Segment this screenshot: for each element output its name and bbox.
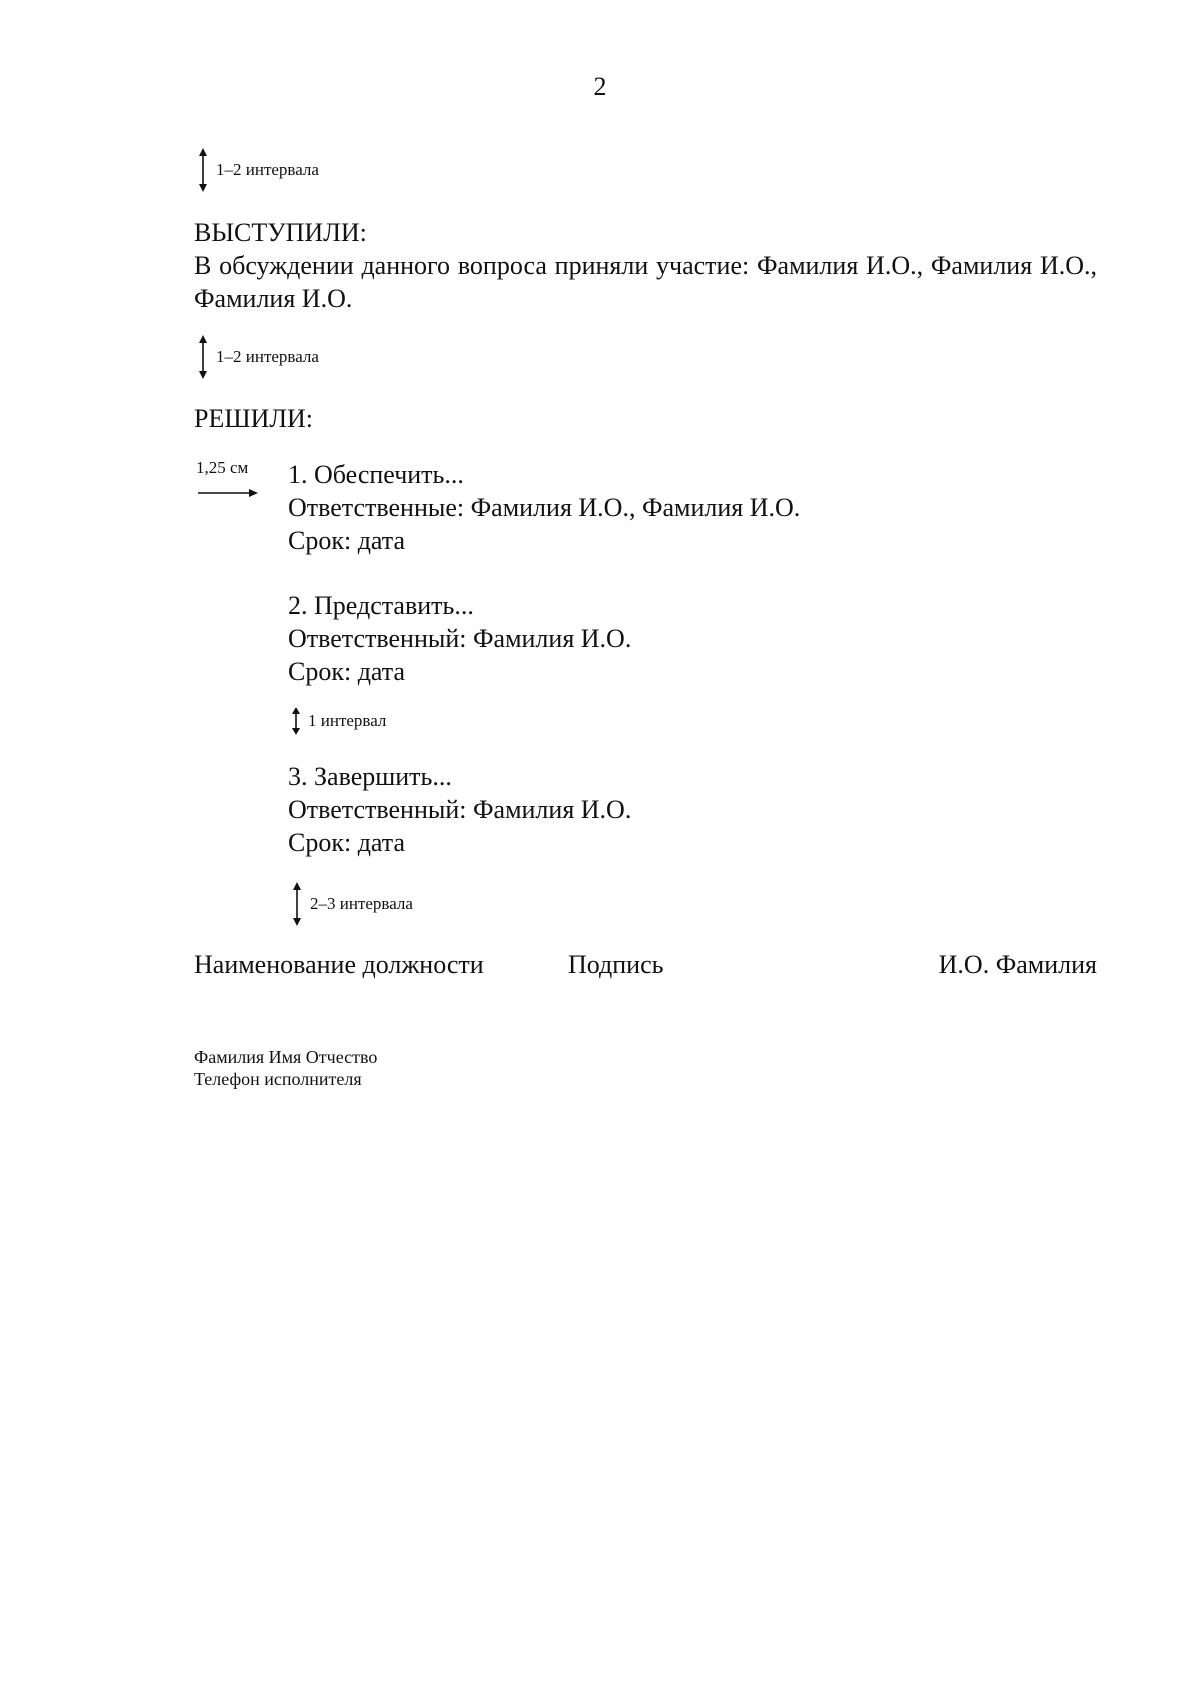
decision-responsible: Ответственный: Фамилия И.О. xyxy=(288,795,632,824)
decided-heading: РЕШИЛИ: xyxy=(194,404,313,433)
arrow-right-icon xyxy=(198,486,258,500)
executor-phone: Телефон исполнителя xyxy=(194,1069,362,1089)
decision-title: 2. Представить... xyxy=(288,591,474,620)
double-arrow-vertical-icon xyxy=(290,707,302,735)
decision-responsible: Ответственные: Фамилия И.О., Фамилия И.О. xyxy=(288,493,801,522)
decision-title: 1. Обеспечить... xyxy=(288,460,464,489)
spacing-note-3 xyxy=(290,707,386,735)
signature-sign: Подпись xyxy=(568,950,664,979)
decision-deadline: Срок: дата xyxy=(288,828,406,857)
spoke-heading: ВЫСТУПИЛИ: xyxy=(194,218,367,247)
indent-note xyxy=(196,458,258,505)
spacing-note-label: 1–2 интервала xyxy=(216,160,319,179)
spacing-note-label: 2–3 интервала xyxy=(310,894,413,913)
decision-item-2 xyxy=(288,589,631,688)
double-arrow-vertical-icon xyxy=(290,882,304,926)
page-number: 2 xyxy=(593,72,607,101)
spacing-note-label: 1–2 интервала xyxy=(216,347,319,366)
decision-title: 3. Завершить... xyxy=(288,762,452,791)
double-arrow-vertical-icon xyxy=(196,335,210,379)
executor-block xyxy=(194,1046,377,1090)
spoke-text: В обсуждении данного вопроса приняли участие: Фамилия И.О., Фамилия И.О., Фамилия И.О. xyxy=(194,251,1097,313)
decision-deadline: Срок: дата xyxy=(288,657,406,686)
spacing-note-1 xyxy=(196,148,319,192)
spacing-note-label: 1 интервал xyxy=(308,711,387,730)
decision-item-3 xyxy=(288,760,631,859)
signature-name: И.О. Фамилия xyxy=(938,950,1097,979)
spacing-note-2 xyxy=(196,335,319,379)
double-arrow-vertical-icon xyxy=(196,148,210,192)
decision-item-1 xyxy=(288,458,800,557)
signature-position: Наименование должности xyxy=(194,950,484,979)
spacing-note-4 xyxy=(290,882,413,926)
decision-responsible: Ответственный: Фамилия И.О. xyxy=(288,624,632,653)
signature-block xyxy=(194,950,1097,980)
decision-deadline: Срок: дата xyxy=(288,526,406,555)
indent-note-label: 1,25 см xyxy=(196,458,249,477)
executor-name: Фамилия Имя Отчество xyxy=(194,1047,378,1067)
